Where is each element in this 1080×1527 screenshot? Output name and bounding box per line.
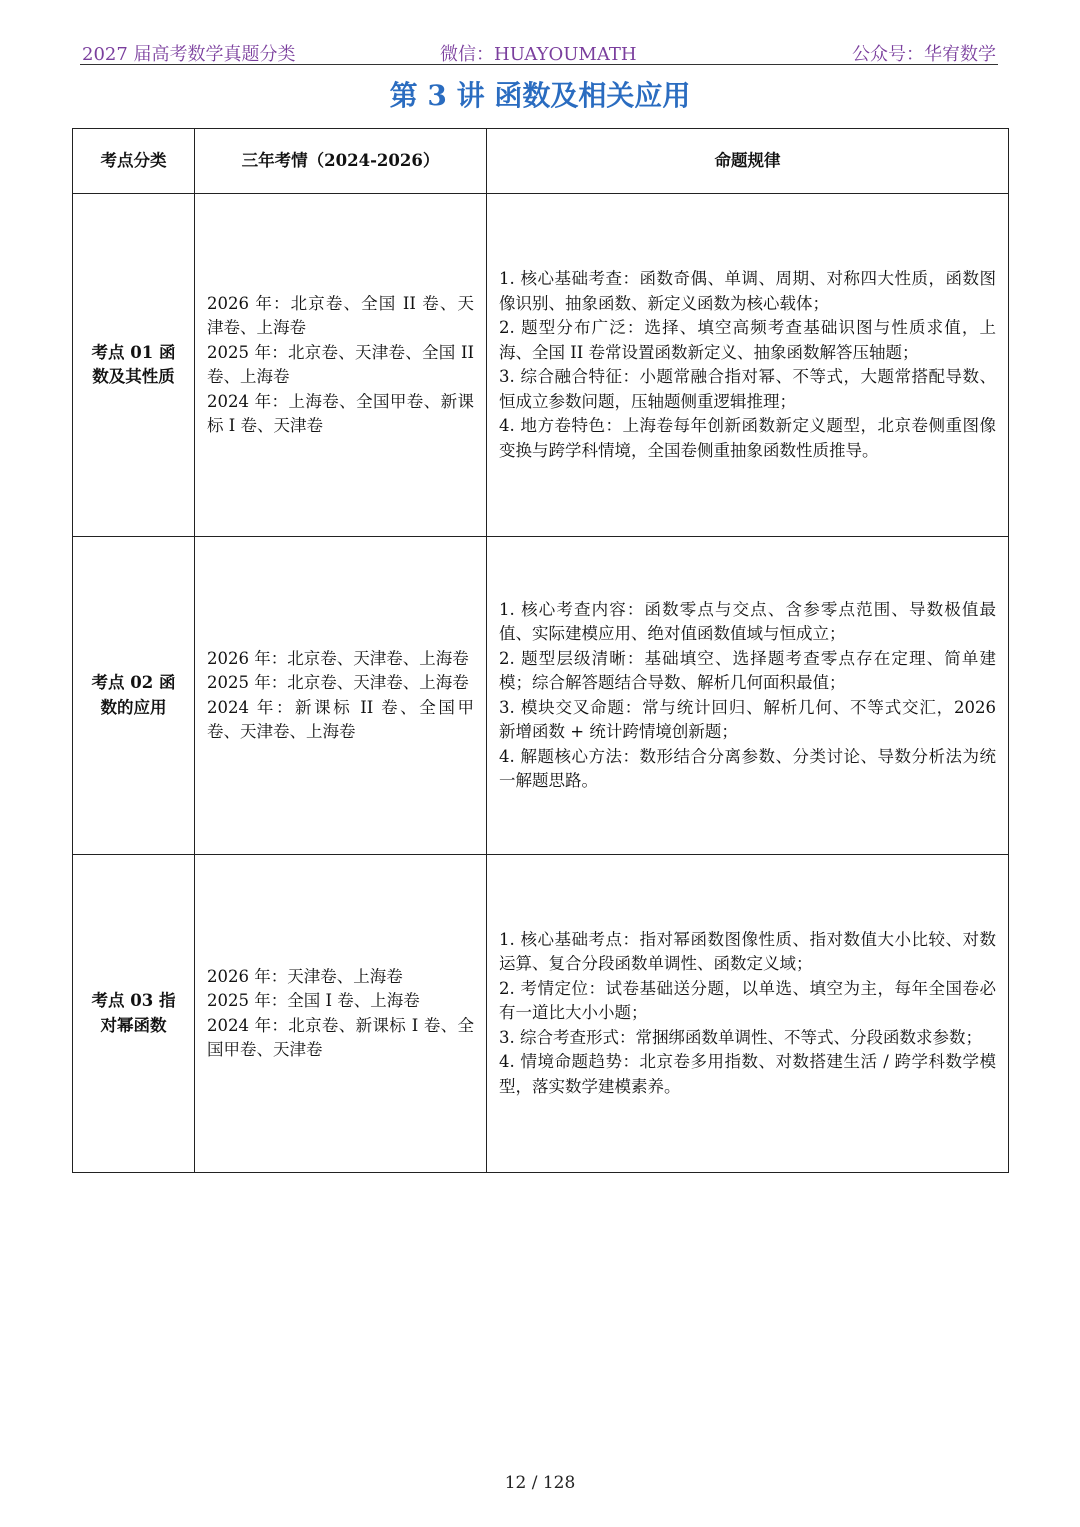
table-row [73,194,1009,537]
exam-topic-table [72,128,1009,1173]
rule-item: 1. 核心基础考点：指对幂函数图像性质、指对数值大小比较、对数运算、复合分段函数单调性、函数定义域； [499,929,996,974]
page-number: 12 / 128 [504,1473,576,1493]
rule-item: 1. 核心基础考查：函数奇偶、单调、周期、对称四大性质，函数图像识别、抽象函数、新定义函数为核心载体； [499,269,996,313]
rule-item: 3. 综合融合特征：小题常融合指对幂、不等式，大题常搭配导数、恒成立参数问题，压轴题侧重逻辑推理； [499,367,996,411]
exam-year-line: 2024 年：上海卷、全国甲卷、新课标 I 卷、天津卷 [207,391,474,435]
exam-year-line: 2026 年：北京卷、全国 II 卷、天津卷、上海卷 [207,293,474,337]
header-account-text: 公众号：华宥数学 [852,44,996,65]
rules-cell [487,194,1009,537]
header-left-text: 2027 届高考数学真题分类 [82,44,296,65]
rule-item: 3. 综合考查形式：常捆绑函数单调性、不等式、分段函数求参数； [499,1027,982,1047]
page-header [80,36,998,65]
rule-item: 4. 情境命题趋势：北京卷多用指数、对数搭建生活 / 跨学科数学模型，落实数学建模素养。 [499,1052,996,1096]
rules-cell [487,537,1009,855]
topic-category: 考点 02 函数的应用 [73,537,195,855]
page-title: 第 3 讲 函数及相关应用 [389,79,691,112]
exam-year-line: 2026 年：北京卷、天津卷、上海卷 [207,648,469,668]
exam-year-line: 2025 年：北京卷、天津卷、上海卷 [207,673,469,692]
header-wechat-text: 微信：HUAYOUMATH [440,44,637,65]
exam-years-cell [195,537,487,855]
rule-item: 4. 解题核心方法：数形结合分离参数、分类讨论、导数分析法为统一解题思路。 [499,746,996,790]
column-header-years: 三年考情（2024-2026） [195,129,487,194]
rule-item: 1. 核心考查内容：函数零点与交点、含参零点范围、导数极值最值、实际建模应用、绝对值函数值域与恒成立； [499,599,996,643]
exam-year-line: 2025 年：北京卷、天津卷、全国 II 卷、上海卷 [207,342,474,386]
rule-item: 3. 模块交叉命题：常与统计回归、解析几何、不等式交汇，2026 新增函数 + 统计跨情境创新题； [499,697,996,741]
rule-item: 2. 题型分布广泛：选择、填空高频考查基础识图与性质求值，上海、全国 II 卷常设置函数新定义、抽象函数解答压轴题； [499,318,996,362]
rule-item: 2. 题型层级清晰：基础填空、选择题考查零点存在定理、简单建模；综合解答题结合导数、解析几何面积最值； [499,648,996,692]
exam-year-line: 2026 年：天津卷、上海卷 [207,966,403,986]
rule-item: 2. 考情定位：试卷基础送分题，以单选、填空为主，每年全国卷必有一道比大小小题； [499,978,996,1023]
exam-years-cell [195,194,487,537]
exam-years-cell [195,855,487,1173]
table-row [73,855,1009,1173]
rule-item: 4. 地方卷特色：上海卷每年创新函数新定义题型，北京卷侧重图像变换与跨学科情境，全国卷侧重抽象函数性质推导。 [499,416,996,460]
exam-year-line: 2024 年：新课标 II 卷、全国甲卷、天津卷、上海卷 [207,697,474,741]
topic-category: 考点 01 函数及其性质 [73,194,195,537]
column-header-rules: 命题规律 [487,129,1009,194]
exam-year-line: 2024 年：北京卷、新课标 I 卷、全国甲卷、天津卷 [207,1015,474,1059]
rules-cell [487,855,1009,1173]
table-header-row [73,129,1009,194]
table-row [73,537,1009,855]
exam-year-line: 2025 年：全国 I 卷、上海卷 [207,991,420,1010]
topic-category: 考点 03 指对幂函数 [73,855,195,1173]
column-header-category: 考点分类 [73,129,195,194]
